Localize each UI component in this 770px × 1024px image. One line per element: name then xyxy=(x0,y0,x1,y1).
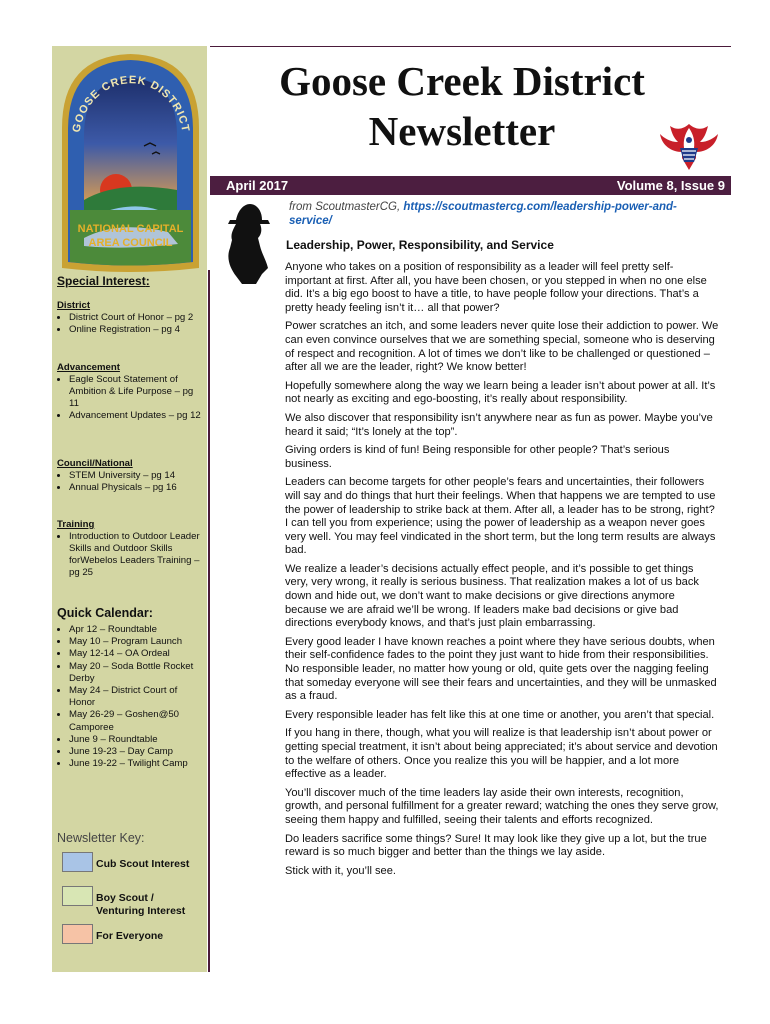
paragraph: Stick with it, you’ll see. xyxy=(285,864,396,877)
paragraph: Giving orders is kind of fun! Being responsible for other people? That’s serious business. xyxy=(285,444,670,470)
paragraph: Hopefully somewhere along the way we learn being a leader isn’t about power at all. It’s not nearly as exciting and ego-boosting, it’s really about responsibility. xyxy=(285,379,716,406)
list-item: • District Court of Honor – pg 2 xyxy=(69,312,203,324)
key-swatch xyxy=(62,886,93,906)
district-patch-logo xyxy=(58,50,203,276)
issue-bar xyxy=(210,176,731,195)
group-title: Council/National xyxy=(57,458,133,469)
article-body xyxy=(285,261,719,883)
list-item: • June 9 – Roundtable xyxy=(69,734,203,746)
list-item: • Online Registration – pg 4 xyxy=(69,324,203,336)
sidebar xyxy=(52,46,207,972)
paragraph: Anyone who takes on a position of responsibility as a leader will feel pretty self-important at first. After all, you have been chosen, or you stepped in when no one else did. It’s a big ego boost to have a title, to have people follow your directions. That’s a pretty heady feeling isn’t it… all that power? xyxy=(285,261,707,314)
list-item: • Eagle Scout Statement of Ambition & Life Purpose – pg 11 xyxy=(69,374,203,410)
key-label: For Everyone xyxy=(96,930,164,942)
issue-volume: Volume 8, Issue 9 xyxy=(616,178,725,193)
header-rule xyxy=(210,46,731,47)
key-swatch xyxy=(62,924,93,944)
key-label: Cub Scout Interest xyxy=(96,858,190,870)
group-training xyxy=(57,519,203,579)
title-line-2: Newsletter xyxy=(368,108,556,154)
key-swatch xyxy=(62,852,93,872)
list-item: • May 26-29 – Goshen@50 Camporee xyxy=(69,709,203,733)
list-item: • Annual Physicals – pg 16 xyxy=(69,482,203,494)
paragraph: You’ll discover much of the time leaders lay aside their own interests, recognition, growth, and personal fulfillment for a greater reward; watching the ones they serve grow, seeing them happy and fulfilled, seeing their talents and efforts recognized. xyxy=(285,786,719,826)
paragraph: Every responsible leader has felt like this at one time or another, you aren’t that special. xyxy=(285,708,715,721)
patch-bottom-text-1: NATIONAL CAPITAL xyxy=(77,223,184,235)
list-item: • May 12-14 – OA Ordeal xyxy=(69,648,203,660)
paragraph: Do leaders sacrifice some things? Sure! It may look like they give up a lot, but the true reward is so much bigger and better than the things we lay aside. xyxy=(285,832,707,859)
quick-calendar-list xyxy=(57,624,203,770)
newsletter-title xyxy=(212,56,712,156)
patch-top-text: GOOSE CREEK DISTRICT xyxy=(70,74,192,134)
paragraph: Power scratches an itch, and some leaders never quite lose their addiction to power. We can even convince ourselves that we are something special, someone who is deserving of respect and recognition. A lot of times we don’t like to be challenged or questioned – after all we are the leader, right? We know better! xyxy=(285,320,719,374)
list-item: • STEM University – pg 14 xyxy=(69,470,203,482)
newsletter-key-heading: Newsletter Key: xyxy=(57,831,145,845)
paragraph: We also discover that responsibility isn’t anywhere near as fun as power. Maybe you’ve heard it said; “It’s lonely at the top”. xyxy=(285,411,713,438)
title-line-1: Goose Creek District xyxy=(279,58,645,104)
group-title: Training xyxy=(57,519,95,530)
special-interest-heading: Special Interest: xyxy=(57,274,150,288)
source-link[interactable]: https://scoutmastercg.com/leadership-power-and-service/ xyxy=(289,201,677,227)
scoutmaster-silhouette-icon xyxy=(222,198,276,284)
list-item: • May 10 – Program Launch xyxy=(69,636,203,648)
group-district xyxy=(57,300,203,336)
bsa-emblem-icon xyxy=(656,118,722,178)
list-item: • Apr 12 – Roundtable xyxy=(69,624,203,636)
group-title: District xyxy=(57,300,91,311)
issue-date: April 2017 xyxy=(226,178,289,193)
list-item: • Introduction to Outdoor Leader Skills and Outdoor Skills forWebelos Leaders Training –pg 25 xyxy=(69,531,203,579)
group-council-national xyxy=(57,458,203,494)
paragraph: We realize a leader’s decisions actually effect people, and it’s possible to get things very, very wrong, it really is serious business. That realization makes a lot of us back down and hide out, we don’t want to make decisions or give directions anymore because we are afraid we’ll be wrong. If leaders make bad decisions or give bad directions everybody knows, and that’s just plain embarrassing. xyxy=(285,562,699,630)
key-label: Boy Scout / Venturing Interest xyxy=(96,892,186,917)
quick-calendar-heading: Quick Calendar: xyxy=(57,606,153,620)
paragraph: If you hang in there, though, what you will realize is that leadership isn’t about power or getting special treatment, it isn’t about being appreciated; it’s about service and devotion to the welfare of others. Once you realize this you will be happier, and a lot more effective as a leader. xyxy=(285,727,718,781)
list-item: • June 19-23 – Day Camp xyxy=(69,746,203,758)
article-source: from ScoutmasterCG, https://scoutmastercg.com/leadership-power-and-service/ xyxy=(289,201,677,227)
article-heading: Leadership, Power, Responsibility, and Service xyxy=(286,238,554,252)
group-advancement xyxy=(57,362,203,422)
column-divider xyxy=(208,270,210,972)
list-item: • May 20 – Soda Bottle Rocket Derby xyxy=(69,661,203,685)
list-item: • Advancement Updates – pg 12 xyxy=(69,410,203,422)
paragraph: Every good leader I have known reaches a point where they have serious doubts, when their self-confidence fades to the point they just want to hide from their responsibilities. No responsible leader, no matter how young or old, quite gets over the nagging feeling that someday everyone will see their fears and uncertainties, and they will be unmasked as a fraud. xyxy=(285,635,717,703)
patch-bottom-text-2: AREA COUNCIL xyxy=(88,237,173,249)
list-item: • May 24 – District Court of Honor xyxy=(69,685,203,709)
group-title: Advancement xyxy=(57,362,120,373)
list-item: • June 19-22 – Twilight Camp xyxy=(69,758,203,770)
paragraph: Leaders can become targets for other people’s fears and uncertainties, their followers will say and do things that hurt their feelings. When that happens we are tempted to use the power of leadership to strike back at them. After all, a leader has to be strong, right? I can tell you from experience; using the power of leadership as a weapon never goes very well. You may feel vindicated in the short term, but the long term results are always bad. xyxy=(285,476,716,557)
